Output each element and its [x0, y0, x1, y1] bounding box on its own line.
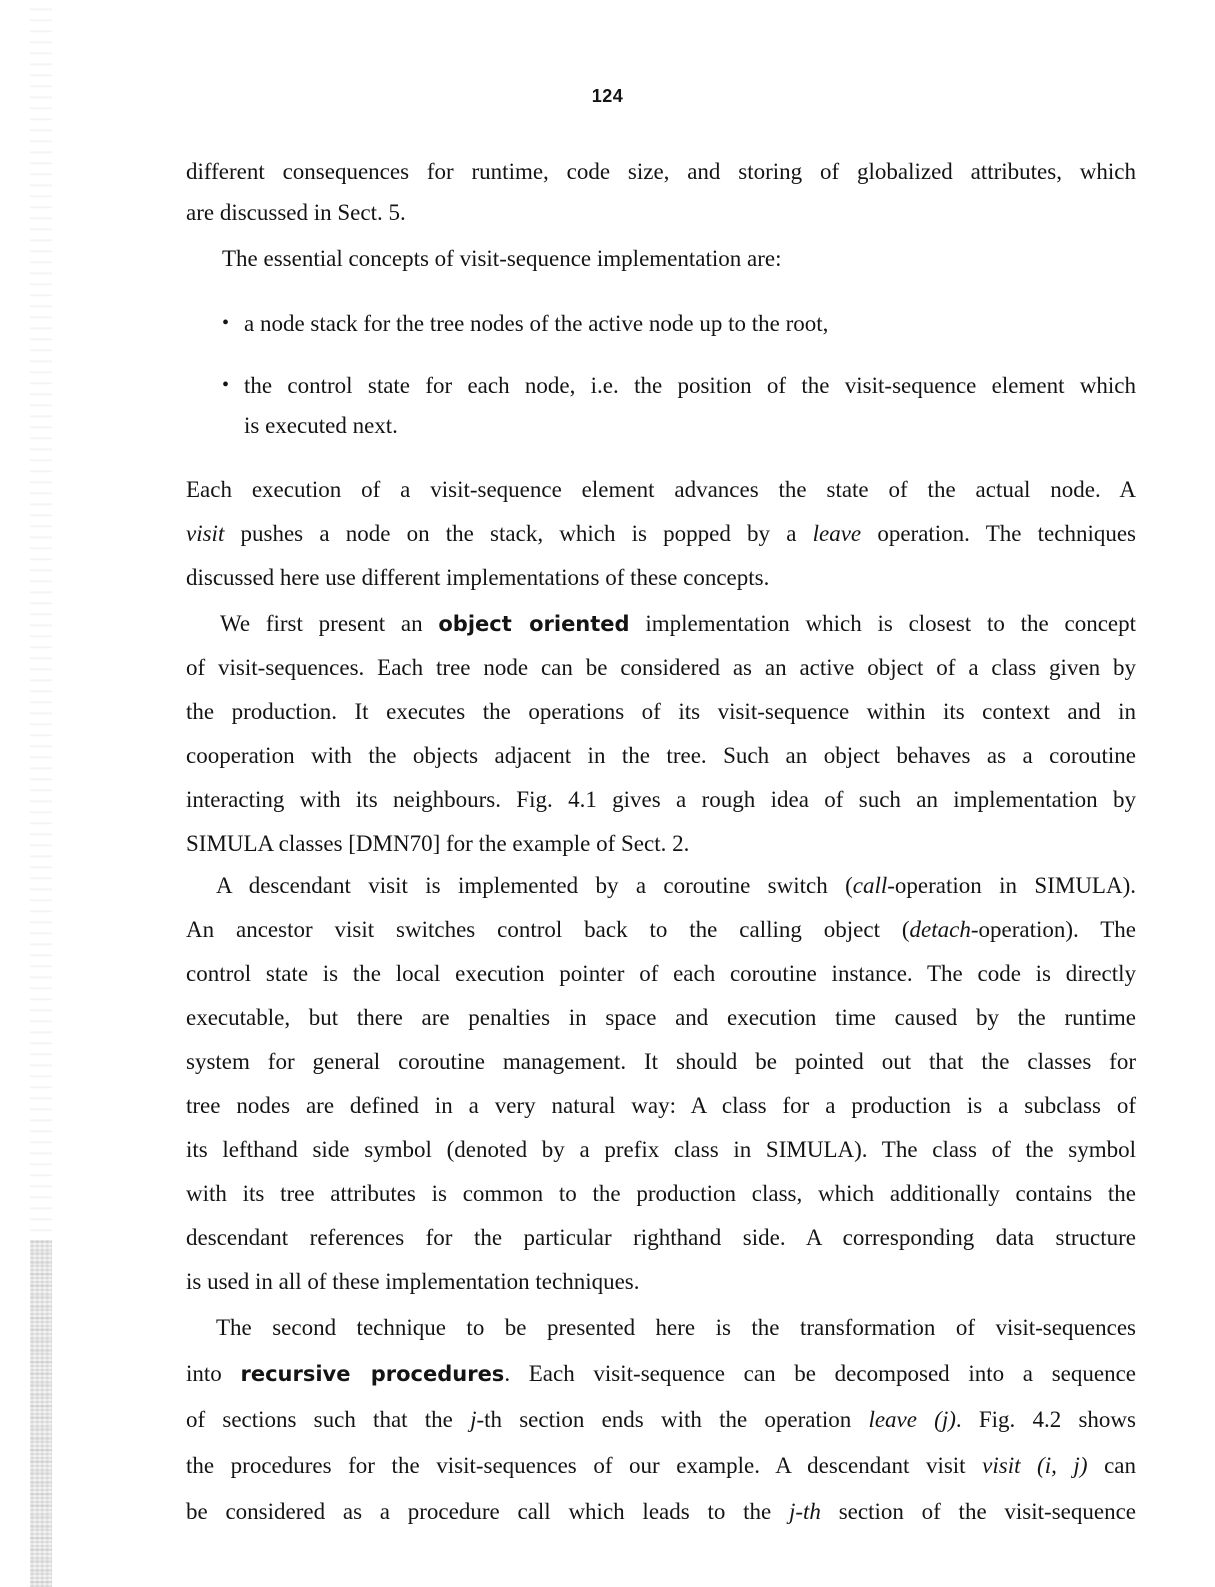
p6-visit-term: visit (i, j): [982, 1453, 1088, 1478]
p6-line2-text-b: . Each visit-sequence can be decomposed into a sequence: [504, 1361, 1136, 1386]
p6-line3-text-b: -th section ends with the operation: [476, 1407, 869, 1432]
p3-line2-text-b: operation. The techniques: [861, 521, 1136, 546]
p6-leave-term: leave (j): [868, 1407, 956, 1432]
bullet-item-2-line2: is executed next.: [244, 413, 398, 438]
p5-call-term: call: [852, 873, 888, 898]
p6-line4-text-b: can: [1087, 1453, 1136, 1478]
p5-line9: descendant references for the particular righthand side. A corresponding data structure: [186, 1225, 1136, 1250]
p6-line5-text-b: section of the visit-sequence: [820, 1499, 1136, 1524]
p4-line6: SIMULA classes [DMN70] for the example of Sect. 2.: [186, 831, 690, 856]
p4-line1-text-b: implementation which is closest to the concept: [629, 611, 1137, 636]
bullet-icon: •: [222, 374, 230, 396]
p4-line3: the production. It executes the operations of its visit-sequence within its context and in: [186, 699, 1136, 724]
p4-line2: of visit-sequences. Each tree node can be considered as an active object of a class given by: [186, 655, 1136, 680]
p6-line5-text-a: be considered as a procedure call which leads to the: [186, 1499, 789, 1524]
p5-detach-term: detach: [909, 917, 971, 942]
p6-j-term: j: [470, 1407, 477, 1432]
p5-line7: its lefthand side symbol (denoted by a prefix class in SIMULA). The class of the symbol: [186, 1137, 1136, 1162]
p5-line2: [186, 918, 1136, 941]
page-number: 124: [591, 86, 624, 106]
p3-line2: [186, 522, 1136, 545]
p5-line1: [216, 874, 1136, 897]
p5-line4: executable, but there are penalties in space and execution time caused by the runtime: [186, 1005, 1136, 1030]
scan-edge-lower: [30, 1240, 52, 1587]
p5-line3: control state is the local execution pointer of each coroutine instance. The code is directly: [186, 961, 1136, 986]
p6-line3-text-c: . Fig. 4.2 shows: [955, 1407, 1136, 1432]
p3-leave-term: leave: [812, 521, 862, 546]
p4-line5: interacting with its neighbours. Fig. 4.1 gives a rough idea of such an implementation by: [186, 787, 1136, 812]
bullet-icon: •: [222, 312, 230, 334]
p2-line1: The essential concepts of visit-sequence implementation are:: [222, 246, 782, 271]
p6-line3: [186, 1408, 1136, 1431]
p5-line5: system for general coroutine management. It should be pointed out that the classes for: [186, 1049, 1136, 1074]
p5-line8: with its tree attributes is common to the production class, which additionally contains the: [186, 1181, 1136, 1206]
p3-line2-text-a: pushes a node on the stack, which is popped by a: [224, 521, 813, 546]
p4-bold-term: object oriented: [438, 612, 630, 636]
p5-line1-text-b: -operation in SIMULA).: [887, 873, 1136, 898]
p4-line4: cooperation with the objects adjacent in the tree. Such an object behaves as a coroutine: [186, 743, 1136, 768]
p6-line2: [186, 1362, 1136, 1385]
p6-line3-text-a: of sections such that the: [186, 1407, 471, 1432]
p6-line1: The second technique to be presented here is the transformation of visit-sequences: [216, 1315, 1136, 1340]
p6-line4-text-a: the procedures for the visit-sequences of our example. A descendant visit: [186, 1453, 983, 1478]
p4-line1-text-a: We first present an: [220, 611, 439, 636]
p6-line5: [186, 1500, 1136, 1523]
p6-jth-term: j-th: [788, 1499, 821, 1524]
p1-line1: different consequences for runtime, code size, and storing of globalized attributes, which: [186, 159, 1136, 184]
p5-line10: is used in all of these implementation techniques.: [186, 1269, 640, 1294]
p5-line2-text-b: -operation). The: [970, 917, 1136, 942]
p6-line2-text-a: into: [186, 1361, 241, 1386]
p5-line2-text-a: An ancestor visit switches control back to the calling object (: [186, 917, 910, 942]
p5-line1-text-a: A descendant visit is implemented by a coroutine switch (: [216, 873, 853, 898]
bullet-item-1: a node stack for the tree nodes of the active node up to the root,: [244, 311, 829, 336]
bullet-item-2-line1: the control state for each node, i.e. the position of the visit-sequence element which: [244, 373, 1136, 398]
p3-visit-term: visit: [186, 521, 225, 546]
p3-line3: discussed here use different implementations of these concepts.: [186, 565, 770, 590]
p6-bold-term: recursive procedures: [240, 1362, 505, 1386]
p4-line1: [220, 612, 1136, 635]
p3-line1: Each execution of a visit-sequence element advances the state of the actual node. A: [186, 477, 1136, 502]
p1-line2: are discussed in Sect. 5.: [186, 200, 406, 225]
p6-line4: [186, 1454, 1136, 1477]
p5-line6: tree nodes are defined in a very natural way: A class for a production is a subclass of: [186, 1093, 1136, 1118]
